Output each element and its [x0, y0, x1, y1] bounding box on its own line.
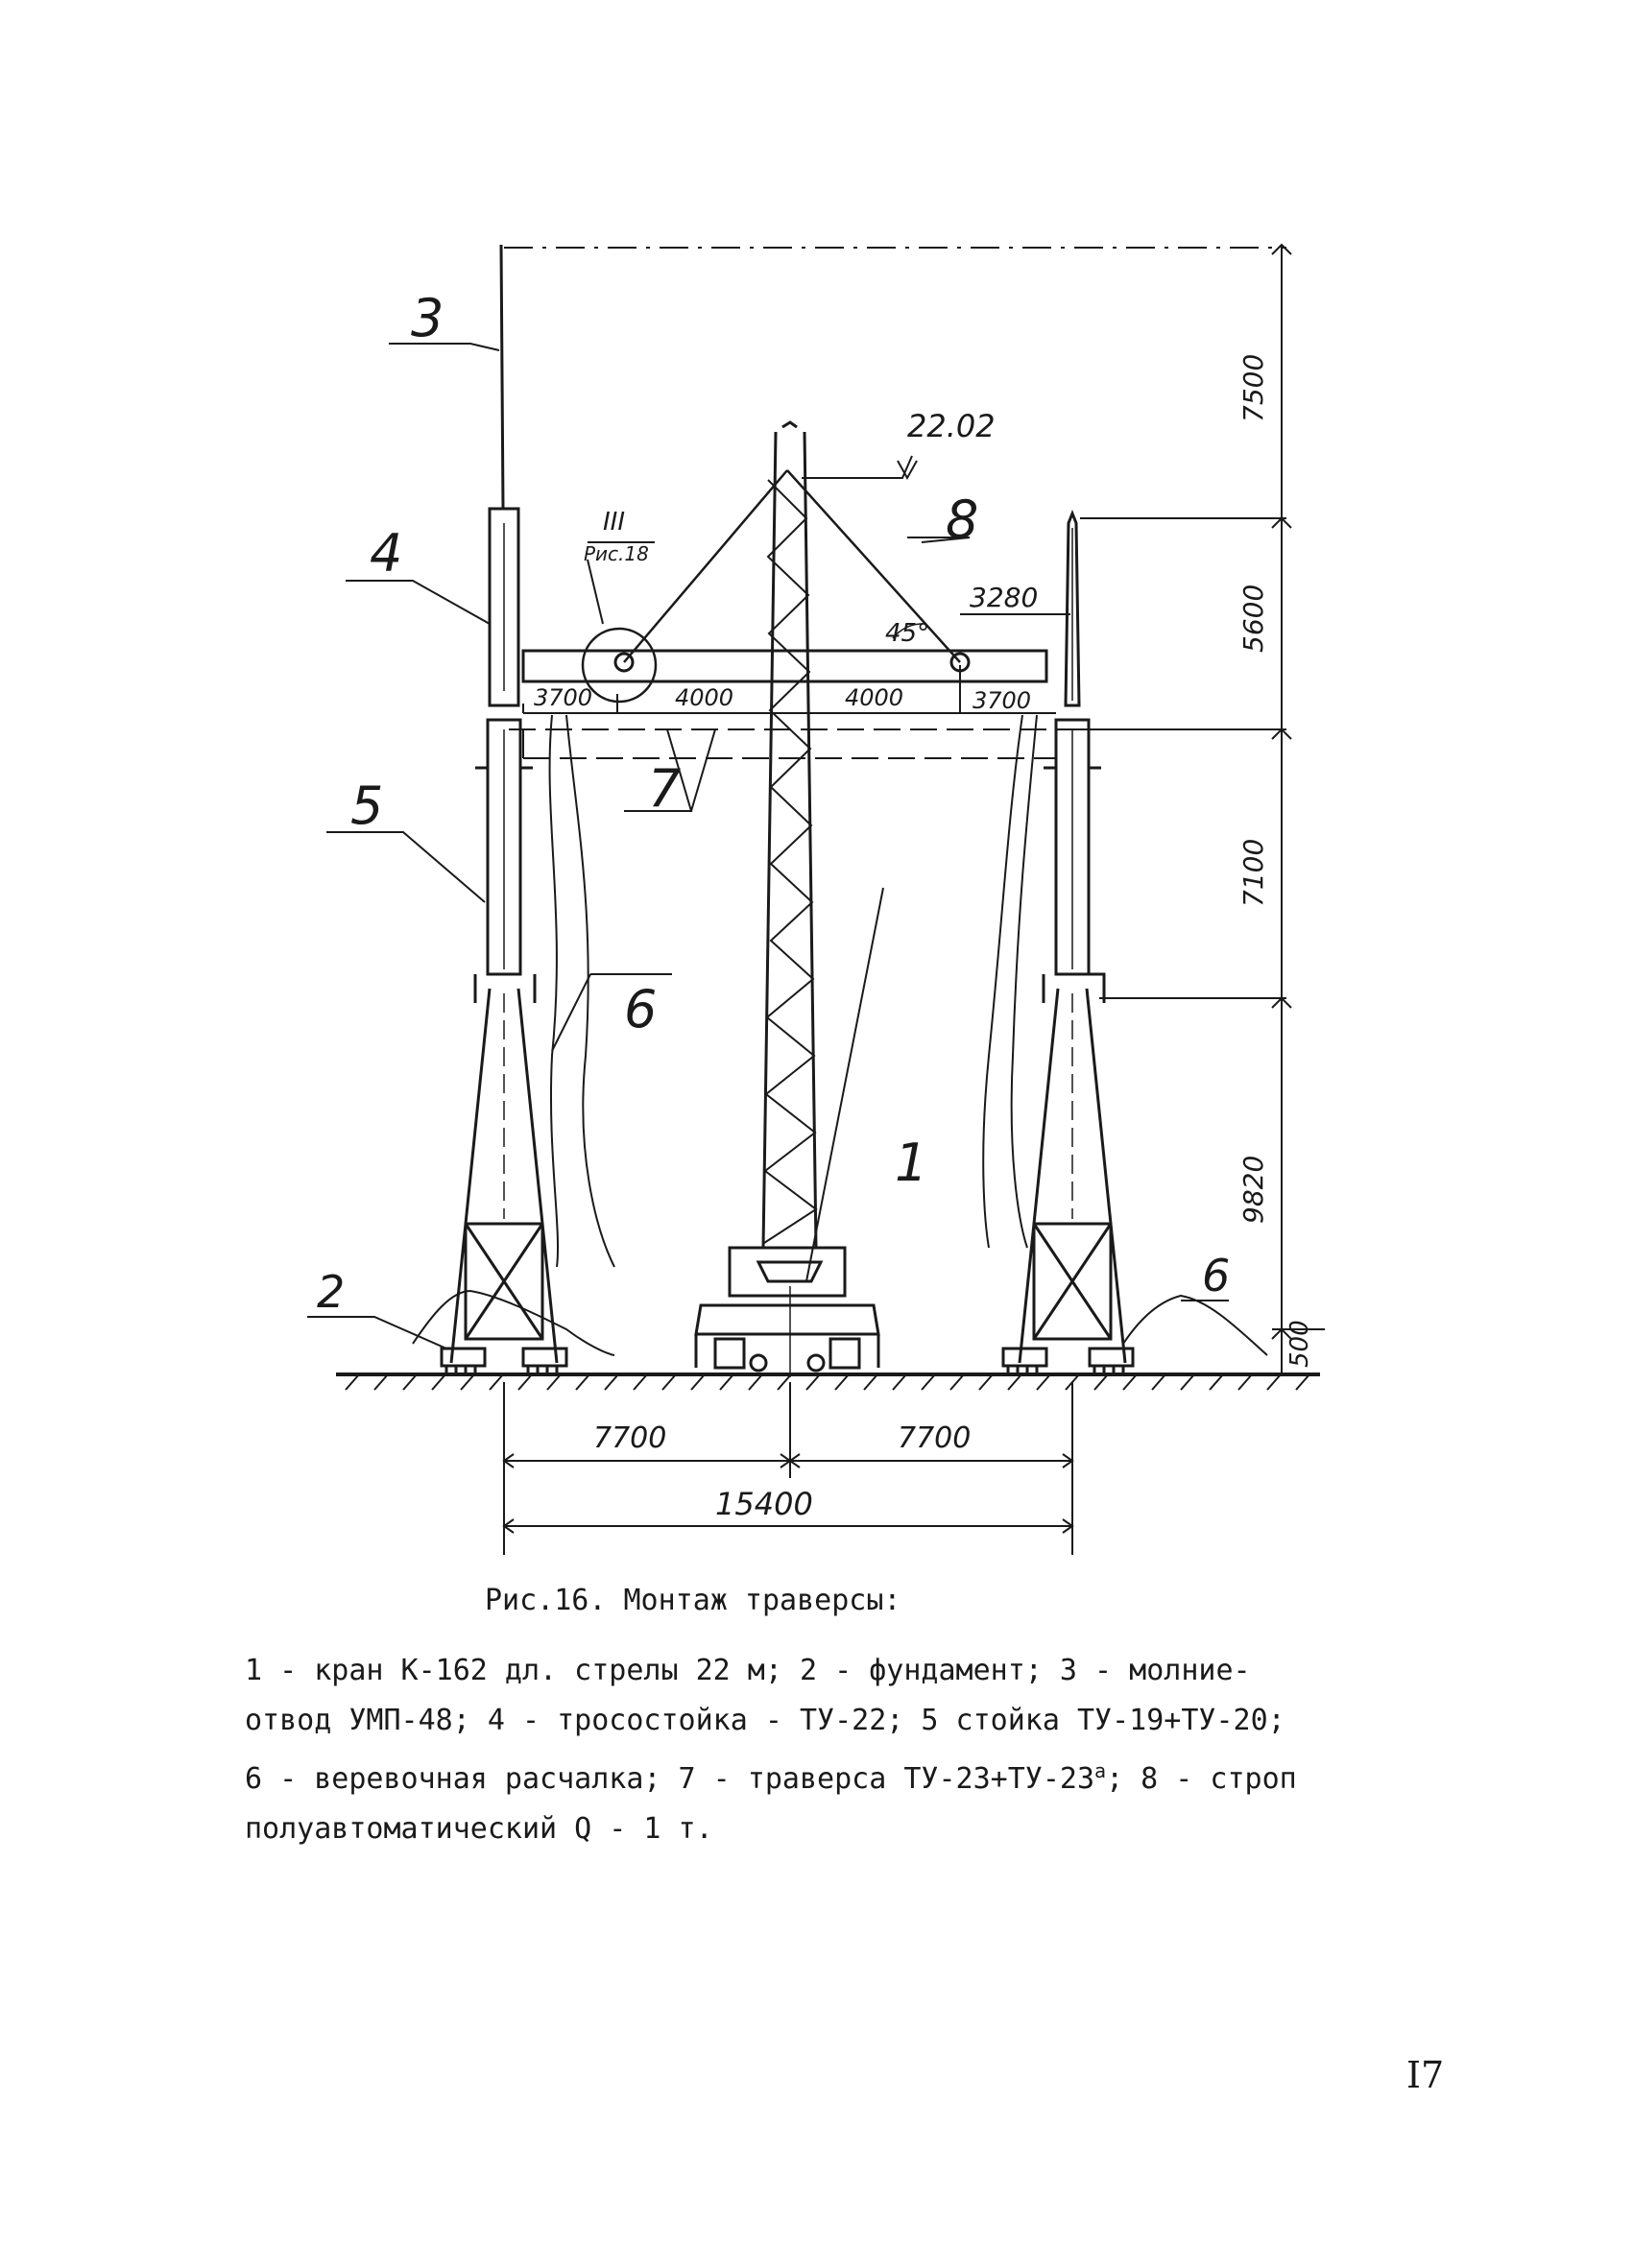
elevation-value: 22.02 — [907, 408, 996, 444]
label-6-right: 6 — [1202, 1250, 1231, 1301]
dim-4000-left: 4000 — [675, 684, 734, 711]
label-5: 5 — [350, 776, 384, 836]
detail-reference-den: Рис.18 — [584, 542, 649, 565]
dim-3700-left: 3700 — [534, 684, 593, 711]
detail-reference-circle — [583, 629, 656, 702]
label-6-left: 6 — [624, 979, 658, 1039]
label-2: 2 — [317, 1266, 346, 1318]
elevation-marker — [802, 456, 917, 478]
page-number: I7 — [1406, 2054, 1445, 2096]
label-8: 8 — [946, 489, 979, 550]
angle-label: 45° — [885, 619, 930, 648]
dim-5600: 5600 — [1237, 584, 1269, 653]
left-support — [413, 245, 614, 1375]
figure-legend — [245, 1646, 1454, 1854]
ground-line — [336, 1374, 1320, 1390]
legend-line-3-a: 6 - веревочная расчалка; 7 - траверса ТУ-23+ТУ-23 — [245, 1762, 1095, 1796]
legend-line-1: 1 - кран К-162 дл. стрелы 22 м; 2 - фундамент; 3 - молние- — [245, 1654, 1251, 1687]
dim-15400: 15400 — [715, 1486, 813, 1522]
detail-reference-num: III — [603, 508, 626, 537]
dim-4000-right: 4000 — [845, 684, 904, 711]
label-1: 1 — [895, 1133, 928, 1193]
legend-line-3 — [245, 1746, 1454, 1804]
figure-caption: Рис.16. Монтаж траверсы: — [485, 1584, 901, 1617]
dim-3700-right: 3700 — [973, 687, 1032, 714]
label-7: 7 — [648, 758, 682, 819]
crane — [615, 422, 969, 1377]
guy-ropes — [550, 715, 1037, 1267]
legend-line-3-b: ; 8 - строп — [1106, 1762, 1297, 1796]
dim-7500: 7500 — [1237, 353, 1269, 422]
right-support — [1003, 513, 1267, 1375]
legend-line-4: полуавтоматический Q - 1 т. — [245, 1812, 713, 1846]
dim-7700-left: 7700 — [593, 1421, 667, 1455]
dim-7700-right: 7700 — [898, 1421, 972, 1455]
legend-superscript: а — [1094, 1759, 1107, 1782]
dim-500: 500 — [1285, 1320, 1314, 1368]
label-4: 4 — [370, 523, 403, 584]
legend-line-2: отвод УМП-48; 4 - тросостойка - ТУ-22; 5 стойка ТУ-19+ТУ-20; — [245, 1704, 1285, 1737]
dim-7100: 7100 — [1237, 838, 1269, 907]
dim-9820: 9820 — [1237, 1155, 1269, 1224]
label-3: 3 — [411, 288, 444, 348]
dim-3280: 3280 — [970, 582, 1039, 613]
